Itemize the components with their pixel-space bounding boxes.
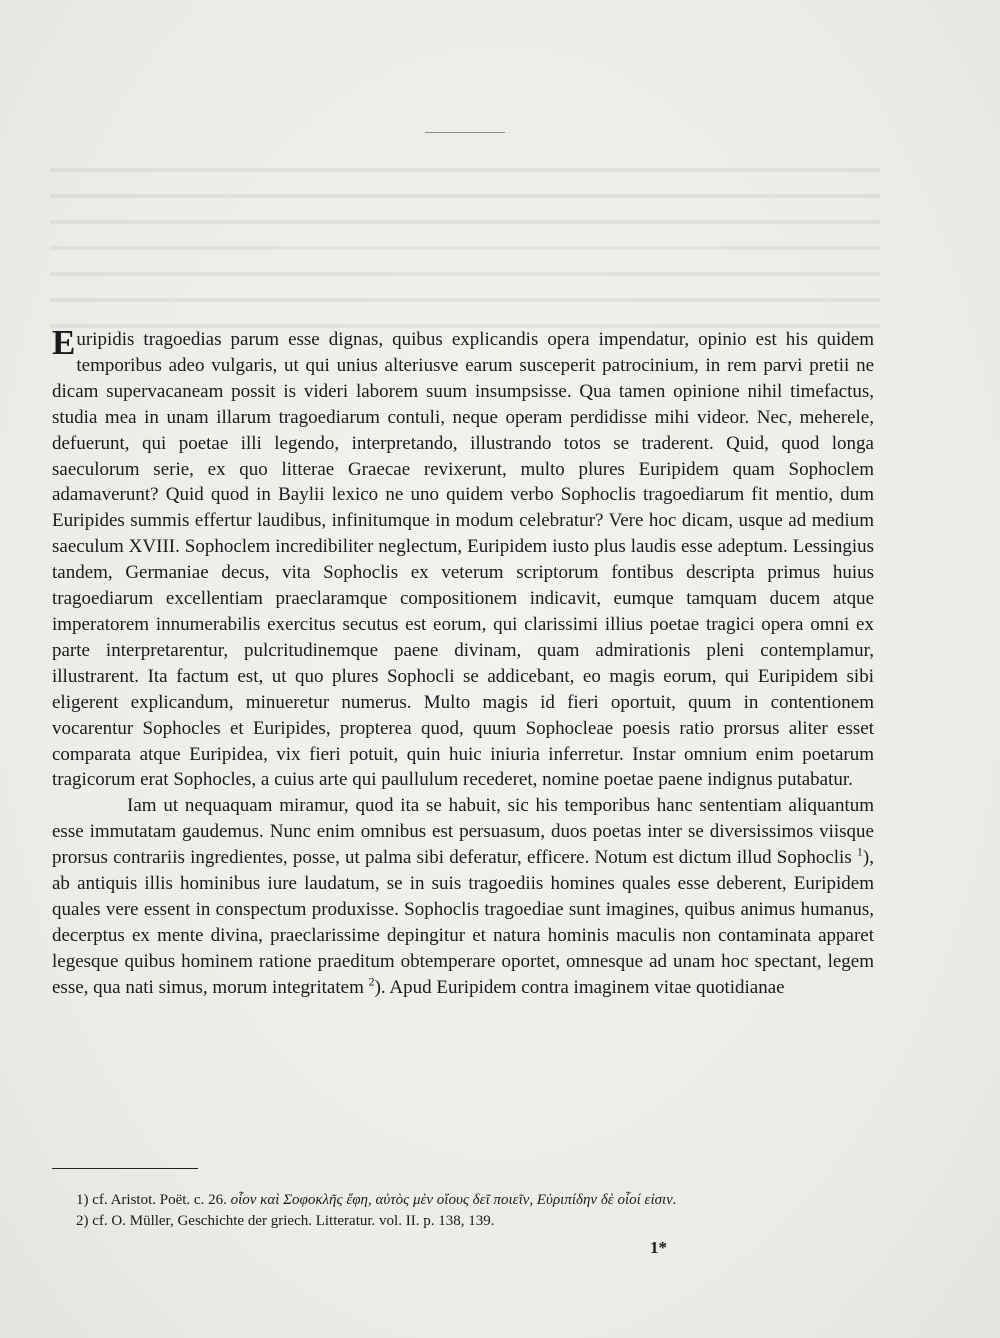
signature-mark: 1* <box>650 1238 667 1257</box>
bleed-through-text <box>50 150 880 330</box>
footnote-rule <box>52 1168 198 1169</box>
footnote-1-greek: οἷον καὶ Σοφοκλῆς ἔφη, αὐτὸς μὲν οἵους δεῖ ποιεῖν, Εὐριπίδην δὲ οἷοί εἰσιν. <box>230 1192 677 1208</box>
footnote-ref-2[interactable]: 2 <box>368 974 375 989</box>
paragraph-2 <box>52 793 874 1000</box>
body-text <box>52 323 874 1001</box>
footnotes <box>76 1190 886 1232</box>
footnote-1-label: 1) cf. Aristot. Poët. c. 26. <box>76 1192 227 1208</box>
paragraph-1 <box>52 323 874 793</box>
paragraph-2-part-b: ), ab antiquis illis hominibus iure laudatum, se in suis tragoediis homines quales esse deberent, Euripidem quales vere essent in conspectum produxisse. Sophoclis tragoediae sunt imagines, quibus animus humanus, decerptus ex mente divina, praeclarissime depingitur et natura hominis maculis non contaminata apparet legesque quibus hominem ratione praeditum obtemperare oportet, omnesque ad unam hoc spectant, legem esse, qua nati simus, morum integritatem <box>52 847 874 998</box>
drop-cap: E <box>52 323 76 362</box>
header-rule <box>425 132 505 133</box>
footnote-2: 2) cf. O. Müller, Geschichte der griech. Litteratur. vol. II. p. 138, 139. <box>76 1213 495 1229</box>
paragraph-2-part-c: ). Apud Euripidem contra imaginem vitae quotidianae <box>374 976 785 998</box>
paragraph-2-part-a: Iam ut nequaquam miramur, quod ita se habuit, sic his temporibus hanc sententiam aliquantum esse immutatam gaudemus. Nunc enim omnibus est persuasum, duos poetas inter se diversissimos viisque prorsus contrariis ingredientes, posse, ut palma sibi deferatur, efficere. Notum est dictum illud Sophoclis <box>52 795 874 869</box>
footnote-ref-1[interactable]: 1 <box>856 844 863 859</box>
footnote-1 <box>76 1190 886 1211</box>
paragraph-1-text: uripidis tragoedias parum esse dignas, quibus explicandis opera impendatur, opinio est his quidem temporibus adeo vulgaris, ut qui unius alteriusve earum susceperit patrocinium, in rem parvi pretii ne dicam supervacaneam possit is videri laborem suum insumpsisse. Qua tamen opinione nihil timefactus, studia mea in unam illarum tragoediarum contuli, neque operam perdidisse mihi videor. Nec, meherele, defuerunt, qui poetae illi legendo, interpretando, illustrando totos se traderent. Quid, quod longa saeculorum serie, ex quo litterae Graecae revixerunt, multo plures Euripidem quam Sophoclem adamaverunt? Quid quod in Baylii lexico ne uno quidem verbo Sophoclis tragoediarum fit mentio, dum Euripides summis effertur laudibus, infinitumque in modum celebratur? Vere hoc dicam, usque ad medium saeculum XVIII. Sophoclem incredibiliter neglectum, Euripidem iusto plus laudis esse adeptum. Lessingius tandem, Germaniae decus, vita Sophoclis ex veterum scriptorum fontibus descripta primus huius tragoediarum excellentiam praeclaramque compositionem indicavit, eumque tamquam ducem atque imperatorem innumerabilis exercitus secutus est eorum, qui clarissimi illius poetae tragici opera omni ex parte interpretarentur, pulcritudinemque paene divinam, quam admirationis pleni contemplamur, illustrarent. Ita factum est, ut quo plures Sophocli se addicebant, eo magis eorum, qui Euripidem sibi eligerent explicandum, minueretur numerus. Multo magis id fieri oportuit, quum in contentionem vocarentur Sophocles et Euripides, propterea quod, quum Sophocleae poesis ratio prorsus aliter esset comparata atque Euripidea, vix fieri potuit, quin huic iniuria inferretur. Instar omnium enim poetarum tragicorum erat Sophocles, a cuius arte qui paullulum recederet, nomine poetae paene indignus putabatur. <box>52 329 874 791</box>
